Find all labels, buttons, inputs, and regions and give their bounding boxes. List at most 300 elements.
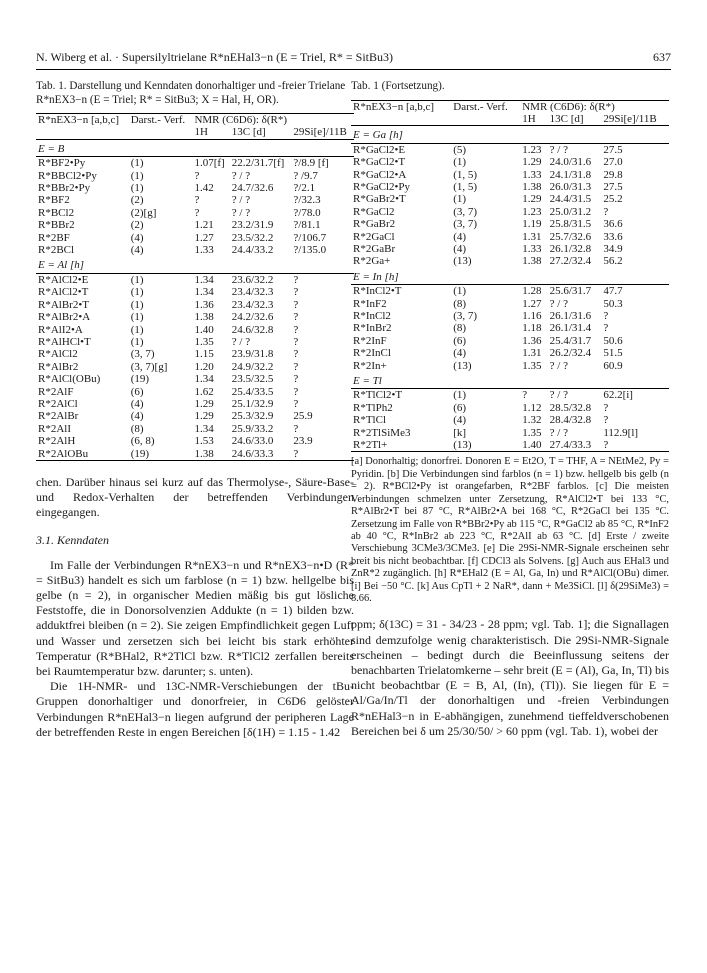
- table-cell: R*AlCl2•E: [38, 273, 89, 286]
- table-cell: ?: [293, 348, 299, 361]
- table-cell: R*2AlI: [38, 422, 71, 435]
- table-row: [351, 414, 669, 426]
- table-cell: 24.6/33.0: [231, 435, 274, 448]
- table-row: [36, 157, 354, 170]
- table-cell: 23.5/32.2: [231, 231, 274, 244]
- table-cell: 25.9/33.2: [231, 422, 274, 435]
- table-cell: 1.23: [522, 143, 542, 156]
- table-cell: 60.9: [603, 359, 623, 372]
- table-row: [36, 348, 354, 360]
- table-cell: 50.3: [603, 297, 623, 310]
- column-header: NMR (C6D6): δ(R*): [522, 100, 615, 113]
- table-row: [351, 285, 669, 298]
- running-title: N. Wiberg et al. · Supersilyltrielane R*nEHal3−n (E = Triel, R* = SitBu3): [36, 50, 394, 64]
- table-cell: 1.29: [522, 193, 542, 206]
- table-cell: (8): [130, 422, 144, 435]
- table-cell: (1): [130, 157, 144, 170]
- table-cell: 24.7/32.6: [231, 182, 274, 195]
- table-cell: R*AlBr2: [38, 360, 79, 373]
- section-title: E = Al [h]: [36, 256, 354, 273]
- table-cell: 22.2/31.7[f]: [231, 157, 285, 170]
- table-row: [36, 207, 354, 219]
- table-row: [36, 410, 354, 422]
- table-cell: 1.34: [194, 422, 214, 435]
- table-cell: 1.31: [522, 230, 542, 243]
- table-cell: (4): [453, 347, 467, 360]
- table-cell: (3, 7): [130, 348, 155, 361]
- table-row: [351, 298, 669, 310]
- table-cell: 24.4/31.5: [549, 193, 592, 206]
- table-cell: ?: [603, 439, 609, 452]
- table-cell: (6): [130, 385, 144, 398]
- table-cell: 1.23: [522, 205, 542, 218]
- table-cell: 27.5: [603, 143, 623, 156]
- table-cell: 1.20: [194, 360, 214, 373]
- table-cell: 1.35: [522, 359, 542, 372]
- table-cell: R*2In+: [353, 359, 387, 372]
- table-cell: ?: [293, 323, 299, 336]
- column-header: 29Si[e]/11B: [603, 112, 657, 125]
- paragraph: ppm; δ(13C) = 31 - 34/23 - 28 ppm; vgl. Tab. 1]; die Signallagen sind demzufolge wenig charakteristisch. Die 29Si-NMR-Signale erscheinen – bedingt durch die Beeinflussung seitens der benachbarten Trielatomkerne – sehr breit (E = (Al), Ga, In, Tl) bis nicht beobachtbar (E = B, Al, (In), (Tl)). Sie liegen für E = Al/Ga/In/Tl der donorhaltigen und -freien Verbindungen R*nEHal3−n in E-abhängigen, zunehmend tieffeldverschobenen Bereichen bei δ um 25/30/50/ > 60 ppm (vgl. Tab. 1), wobei der: [351, 617, 669, 738]
- table-cell: 1.42: [194, 182, 214, 195]
- table-cell: 1.29: [194, 397, 214, 410]
- table-cell: (4): [453, 242, 467, 255]
- table-cell: ?: [603, 310, 609, 322]
- table-cell: R*AlCl2•T: [38, 286, 89, 299]
- table-cell: ?: [293, 298, 299, 311]
- table-cell: 24.2/32.6: [231, 311, 274, 324]
- table-cell: 24.1/31.8: [549, 168, 592, 181]
- table-cell: 1.53: [194, 435, 214, 448]
- table-body: [351, 126, 669, 452]
- table-row: [351, 156, 669, 168]
- table-row: [36, 182, 354, 194]
- table-cell: R*2AlCl: [38, 397, 78, 410]
- section-title: E = B: [36, 139, 354, 156]
- table-cell: 25.0/31.2: [549, 205, 592, 218]
- table-row: [351, 310, 669, 322]
- table-cell: 26.1/32.8: [549, 242, 592, 255]
- table-cell: 1.38: [522, 255, 542, 268]
- table-cell: R*BF2: [38, 194, 70, 207]
- table-cell: ?: [293, 311, 299, 324]
- table-cell: (1): [130, 298, 144, 311]
- table-cell: 24.9/32.2: [231, 360, 274, 373]
- table-cell: R*TlCl: [353, 414, 387, 427]
- table-cell: ?/2.1: [293, 182, 316, 195]
- table-cell: 1.33: [522, 168, 542, 181]
- table-row: [351, 193, 669, 205]
- table-cell: R*2GaCl: [353, 230, 395, 243]
- table-cell: R*AlCl(OBu): [38, 373, 101, 386]
- running-header: [36, 50, 671, 70]
- table-row: [36, 324, 354, 336]
- table-cell: ?: [293, 335, 299, 348]
- table-cell: 28.4/32.8: [549, 414, 592, 427]
- table-cell: 25.3/32.9: [231, 410, 274, 423]
- table-cell: 23.4/32.3: [231, 286, 274, 299]
- table-cell: R*2Tl+: [353, 439, 388, 452]
- table-cell: R*AlHCl•T: [38, 335, 91, 348]
- table-cell: ? / ?: [549, 359, 568, 372]
- table-cell: 1.29: [522, 156, 542, 169]
- table-cell: R*GaBr2: [353, 218, 396, 231]
- table-cell: ?: [293, 286, 299, 299]
- table-cell: 33.6: [603, 230, 623, 243]
- table-cell: R*GaCl2•Py: [353, 180, 411, 193]
- table-cell: 25.2: [603, 193, 623, 206]
- table-section-row: [351, 268, 669, 285]
- table-cell: R*GaBr2•T: [353, 193, 406, 206]
- section-title: E = Ga [h]: [351, 126, 669, 143]
- table-cell: (1): [130, 335, 144, 348]
- table-cell: 1.16: [522, 310, 542, 322]
- table-body: [36, 139, 354, 460]
- table-row: [351, 243, 669, 255]
- table-cell: 1.35: [522, 426, 542, 439]
- table-cell: 1.36: [522, 334, 542, 347]
- table-cell: 1.21: [194, 219, 214, 232]
- table-section-row: [36, 139, 354, 156]
- table-row: [36, 194, 354, 206]
- table-row: [351, 322, 669, 334]
- table-cell: R*2Ga+: [353, 255, 391, 268]
- table-cell: [k]: [453, 426, 467, 439]
- table-1-continued: [351, 100, 669, 453]
- table-cell: R*GaCl2•A: [353, 168, 407, 181]
- table-cell: ?: [293, 273, 299, 286]
- table-cell: R*BCl2: [38, 206, 75, 219]
- table-cell: 25.8/31.5: [549, 218, 592, 231]
- table-cell: R*BF2•Py: [38, 157, 86, 170]
- table-cell: R*BBCl2•Py: [38, 169, 97, 182]
- table-cell: (1): [130, 286, 144, 299]
- table-cell: (4): [453, 414, 467, 427]
- table-cell: ?: [293, 373, 299, 386]
- table-cell: R*2InF: [353, 334, 387, 347]
- table-cell: ? / ?: [549, 297, 568, 310]
- table-cell: 1.27: [194, 231, 214, 244]
- table-row: [36, 219, 354, 231]
- table-cell: ?: [603, 322, 609, 335]
- table-cell: 25.4/33.5: [231, 385, 274, 398]
- table-row: [351, 389, 669, 402]
- table-cell: (1): [453, 389, 467, 402]
- table-cell: 1.12: [522, 401, 542, 414]
- table-cell: R*2InCl: [353, 347, 391, 360]
- section-heading: 3.1. Kenndaten: [36, 532, 109, 547]
- table-row: [36, 373, 354, 385]
- table-cell: R*2BF: [38, 231, 70, 244]
- table-cell: 25.9: [293, 410, 313, 423]
- table-cell: (1): [130, 323, 144, 336]
- table-cell: 27.2/32.4: [549, 255, 592, 268]
- table-cell: (13): [453, 439, 472, 452]
- table-row: [36, 244, 354, 256]
- left-column: [36, 80, 354, 740]
- table-cell: 1.38: [194, 311, 214, 324]
- table-cell: R*TlCl2•T: [353, 389, 403, 402]
- table-cell: (2): [130, 219, 144, 232]
- table-section-row: [351, 126, 669, 143]
- table-cell: 1.34: [194, 273, 214, 286]
- table-cell: ? / ?: [231, 206, 251, 219]
- table-cell: 26.1/31.4: [549, 322, 592, 335]
- table-cell: R*InBr2: [353, 322, 392, 335]
- table-cell: ?/8.9 [f]: [293, 157, 329, 170]
- table-cell: ?: [603, 414, 609, 427]
- table-cell: ?: [293, 360, 299, 373]
- table-cell: (2)[g]: [130, 206, 157, 219]
- table-row: [351, 255, 669, 267]
- table-cell: 29.8: [603, 168, 623, 181]
- table-cell: 24.6/32.8: [231, 323, 274, 336]
- column-header: 13C [d]: [549, 112, 584, 125]
- table-cell: 62.2[i]: [603, 389, 633, 402]
- page-number: 637: [653, 50, 671, 64]
- table-cell: ?: [603, 401, 609, 414]
- table-cell: ?: [194, 169, 200, 182]
- table-cell: (4): [130, 231, 144, 244]
- table-row: [351, 206, 669, 218]
- table-cell: 1.40: [522, 439, 542, 452]
- table-cell: (1): [130, 182, 144, 195]
- table-cell: (19): [130, 373, 150, 386]
- table-cell: 23.4/32.3: [231, 298, 274, 311]
- table-row: [36, 386, 354, 398]
- table-cell: 1.62: [194, 385, 214, 398]
- table-row: [351, 231, 669, 243]
- table-cell: 47.7: [603, 285, 623, 298]
- table-row: [36, 398, 354, 410]
- table-row: [351, 143, 669, 156]
- table-footnotes: [a] Donorhaltig; donorfrei. Donoren E = Et2O, T = THF, A = NEtMe2, Py = Pyridin. [b] Die Verbindungen sind farblos (n = 1) bzw. hellgelb bis gelb (n = 2). R*BCl2•Py ist orangefarben, R*2BF farblos. [c] Die meisten Verbindungen schmelzen unter Zersetzung, R*AlCl2•T bei 133 °C, R*AlBr2•T bei 87 °C, R*AlBr2•A bei 168 °C, R*2GaCl bei 135 °C. Zersetzung im Falle von R*BBr2•Py ab 115 °C, R*GaCl2 ab 85 °C, R*InF2 ab 40 °C, R*InBr2 ab 223 °C, R*2AlI ab 63 °C. [d] Erste / zweite Verschiebung 3CMe3/3CMe3. [e] Die 29Si-NMR-Signale erscheinen sehr breit bis nicht beobachtbar. [f] CDCl3 als Solvens. [g] Auch aus EHal3 und ZnR*2 zugänglich. [h] R*EHal2 (E = Al, Ga, In) und R*AlCl(OBu) dimer. [i] Bei −50 °C. [k] Aus CpTl + 2 NaR*, dann + Me3SiCl. [l] δ(29SiMe3) = 8.66.: [351, 456, 669, 604]
- table-cell: R*2TlSiMe3: [353, 426, 411, 439]
- table-row: [351, 402, 669, 414]
- table-cell: R*GaCl2•T: [353, 156, 406, 169]
- column-header: Darst.- Verf.: [130, 114, 186, 126]
- table-cell: R*2GaBr: [353, 242, 396, 255]
- table-cell: R*GaCl2•E: [353, 143, 406, 156]
- table-cell: 1.32: [522, 414, 542, 427]
- table-cell: (5): [453, 143, 467, 156]
- table-row: [36, 336, 354, 348]
- table-cell: ?/32.3: [293, 194, 321, 207]
- table-cell: (1): [130, 169, 144, 182]
- table-cell: 1.38: [194, 447, 214, 460]
- table-cell: 50.6: [603, 334, 623, 347]
- table-cell: ?: [194, 194, 200, 207]
- table-cell: ?/135.0: [293, 244, 327, 257]
- table-cell: R*2AlF: [38, 385, 74, 398]
- table-cell: (8): [453, 322, 467, 335]
- table-cell: 25.4/31.7: [549, 334, 592, 347]
- table-cell: (6): [453, 401, 467, 414]
- table-row: [36, 311, 354, 323]
- paragraph: chen. Darüber hinaus sei kurz auf das Thermolyse-, Säure-Base- und Redox-Verhalten der betreffenden Verbindungen eingegangen.: [36, 474, 354, 520]
- table-cell: 23.6/32.2: [231, 273, 274, 286]
- table-cell: (1, 5): [453, 168, 478, 181]
- table-cell: (8): [453, 297, 467, 310]
- column-header: 29Si[e]/11B: [293, 126, 347, 139]
- column-header: NMR (C6D6): δ(R*): [194, 114, 288, 126]
- table-cell: 1.31: [522, 347, 542, 360]
- table-1: [36, 113, 354, 461]
- table-cell: 1.28: [522, 285, 542, 298]
- table-cell: R*InCl2•T: [353, 285, 402, 298]
- table-cell: R*TlPh2: [353, 401, 393, 414]
- table-cell: 1.07[f]: [194, 157, 225, 170]
- table-cell: 23.9/31.8: [231, 348, 274, 361]
- table-cell: (1): [453, 193, 467, 206]
- table-cell: 27.5: [603, 180, 623, 193]
- table-section-row: [351, 372, 669, 389]
- table-cell: 1.34: [194, 286, 214, 299]
- paragraph: Die 1H-NMR- und 13C-NMR-Verschiebungen der tBu-Gruppen donorhaltiger und donorfreier, in C6D6 gelöster Verbindungen R*nEHal3−n liegen aufgrund der peripheren Lage der betreffenden Reste in engen Bereichen [δ(1H) = 1.15 - 1.42: [36, 679, 354, 739]
- table-cell: (3, 7): [453, 310, 478, 322]
- table-cell: 1.33: [194, 244, 214, 257]
- table-row: [36, 286, 354, 298]
- table-cell: 24.4/33.2: [231, 244, 274, 257]
- table-cell: R*2AlBr: [38, 410, 79, 423]
- table-cell: ?/78.0: [293, 206, 321, 219]
- table-row: [351, 169, 669, 181]
- table-row: [36, 448, 354, 461]
- table-cell: (13): [453, 359, 472, 372]
- column-header: 13C [d]: [231, 126, 266, 139]
- table-cell: (2): [130, 194, 144, 207]
- table-cell: R*AlCl2: [38, 348, 78, 361]
- table-cell: 112.9[l]: [603, 426, 639, 439]
- table-cell: ? / ?: [549, 389, 568, 402]
- table-row: [351, 181, 669, 193]
- table-cell: (1): [130, 273, 144, 286]
- table-cell: 25.7/32.6: [549, 230, 592, 243]
- right-column: [351, 80, 669, 739]
- table-cell: 1.18: [522, 322, 542, 335]
- table-row: [351, 360, 669, 372]
- table-row: [36, 299, 354, 311]
- table-cell: 23.2/31.9: [231, 219, 274, 232]
- table-cell: ? / ?: [231, 194, 251, 207]
- table-cell: R*AlBr2•A: [38, 311, 91, 324]
- table-cell: ? / ?: [231, 169, 251, 182]
- table-cell: R*2AlOBu: [38, 447, 89, 460]
- table-cell: 25.1/32.9: [231, 397, 274, 410]
- table-cell: ?: [603, 205, 609, 218]
- table-cell: 27.0: [603, 156, 623, 169]
- table-cell: 1.29: [194, 410, 214, 423]
- table-cell: 27.4/33.3: [549, 439, 592, 452]
- table-row: [36, 170, 354, 182]
- table-cell: ?: [522, 389, 528, 402]
- table-cell: 1.19: [522, 218, 542, 231]
- table-cell: ?: [293, 422, 299, 435]
- table-cell: ? / ?: [549, 426, 568, 439]
- table-cell: 24.6/33.3: [231, 447, 274, 460]
- table-cell: 28.5/32.8: [549, 401, 592, 414]
- table-cell: (3, 7): [453, 205, 478, 218]
- table-cell: R*2BCl: [38, 244, 75, 257]
- table-row: [351, 439, 669, 452]
- table-cell: (1, 5): [453, 180, 478, 193]
- table-section-row: [36, 256, 354, 273]
- table-cell: ?: [293, 447, 299, 460]
- table-row: [351, 347, 669, 359]
- table-cell: 23.5/32.5: [231, 373, 274, 386]
- table-cell: 1.36: [194, 298, 214, 311]
- table-cell: 51.5: [603, 347, 623, 360]
- table-cell: ? / ?: [549, 143, 568, 156]
- table-cell: 1.34: [194, 373, 214, 386]
- table-cell: 23.9: [293, 435, 313, 448]
- table-cell: (6, 8): [130, 435, 155, 448]
- table-row: [36, 435, 354, 447]
- table-cell: (1): [453, 156, 467, 169]
- table-cell: (1): [453, 285, 467, 298]
- table-cell: R*InF2: [353, 297, 387, 310]
- table-cell: 56.2: [603, 255, 623, 268]
- table-caption-continued: Tab. 1 (Fortsetzung).: [351, 80, 445, 92]
- table-row: [351, 218, 669, 230]
- table-cell: ? /9.7: [293, 169, 318, 182]
- table-cell: ? / ?: [231, 335, 251, 348]
- table-cell: R*GaCl2: [353, 205, 395, 218]
- table-cell: R*2AlH: [38, 435, 76, 448]
- table-cell: (4): [130, 410, 144, 423]
- column-header: R*nEX3−n [a,b,c]: [353, 100, 435, 113]
- table-cell: (4): [130, 244, 144, 257]
- table-cell: 1.38: [522, 180, 542, 193]
- table-cell: R*AlBr2•T: [38, 298, 89, 311]
- table-cell: (4): [453, 230, 467, 243]
- table-cell: (19): [130, 447, 150, 460]
- table-cell: 25.6/31.7: [549, 285, 592, 298]
- table-cell: R*BBr2: [38, 219, 75, 232]
- table-cell: (3, 7)[g]: [130, 360, 168, 373]
- table-row: [351, 427, 669, 439]
- table-cell: 26.0/31.3: [549, 180, 592, 193]
- table-caption: Tab. 1. Darstellung und Kenndaten donorhaltiger und -freier Trielane R*nEX3−n (E = Triel; R* = SitBu3; X = Hal, H, OR).: [36, 80, 346, 106]
- table-cell: (3, 7): [453, 218, 478, 231]
- table-cell: ?: [293, 397, 299, 410]
- column-header: 1H: [522, 112, 536, 125]
- table-cell: ?/106.7: [293, 231, 327, 244]
- table-cell: (13): [453, 255, 472, 268]
- table-cell: (6): [453, 334, 467, 347]
- table-cell: ?: [293, 385, 299, 398]
- table-cell: (1): [130, 311, 144, 324]
- table-cell: R*BBr2•Py: [38, 182, 91, 195]
- table-row: [36, 273, 354, 286]
- table-row: [36, 423, 354, 435]
- table-row: [36, 361, 354, 373]
- table-cell: 1.35: [194, 335, 214, 348]
- table-cell: 36.6: [603, 218, 623, 231]
- table-row: [351, 335, 669, 347]
- column-header: R*nEX3−n [a,b,c]: [38, 114, 120, 126]
- table-cell: 1.33: [522, 242, 542, 255]
- table-cell: ?: [194, 206, 200, 219]
- table-cell: 24.0/31.6: [549, 156, 592, 169]
- table-row: [36, 232, 354, 244]
- paragraph: Im Falle der Verbindungen R*nEX3−n und R*nEX3−n•D (R* = SitBu3) handelt es sich um farblose (n = 1) bzw. hellgelbe bis gelbe (n = 2), in organischer Medien mäßig bis gut lösliche Feststoffe, die in Donorsolvenzien Addukte (n = 1) bilden bzw. adduktfrei bleiben (n = 2). Sie zeigen Empfindlichkeit gegen Luft und Wasser und zersetzen sich bei leicht bis stark erhöhter Temperatur (R*BHal2, R*2TlCl bzw. R*TlCl2 zerfallen bereits bei Raumtemperatur bzw. darunter; s. unten).: [36, 557, 354, 678]
- section-title: E = In [h]: [351, 268, 669, 285]
- table-cell: 1.15: [194, 348, 214, 361]
- table-cell: 1.27: [522, 297, 542, 310]
- body-text: [36, 475, 354, 740]
- column-header: Darst.- Verf.: [453, 100, 508, 113]
